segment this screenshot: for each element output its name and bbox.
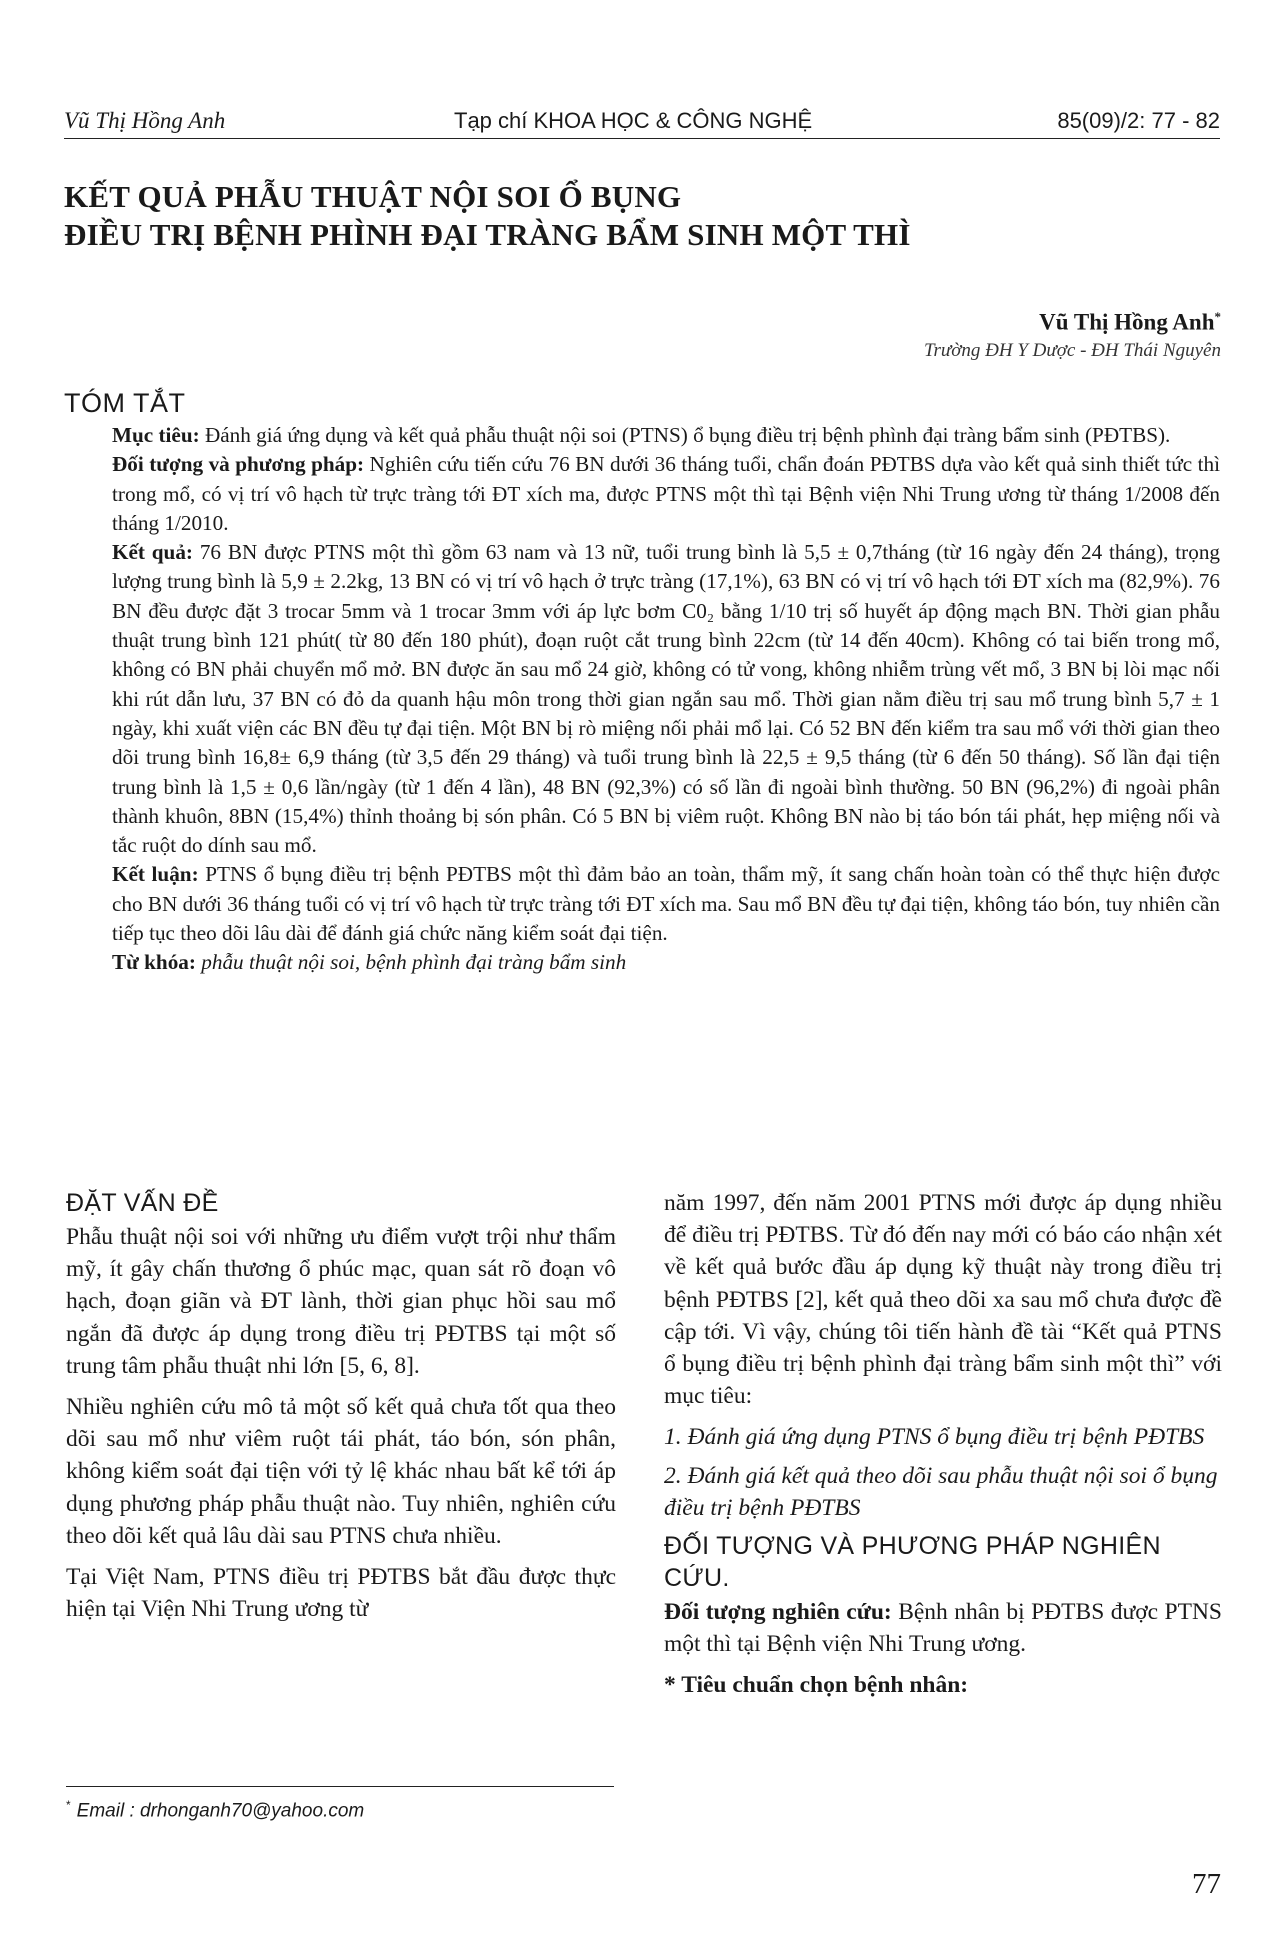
running-header — [64, 104, 1220, 139]
intro-paragraph-3: Tại Việt Nam, PTNS điều trị PĐTBS bắt đầu được thực hiện tại Viện Nhi Trung ương từ — [66, 1564, 616, 1623]
abstract-objective-text: Đánh giá ứng dụng và kết quả phẫu thuật nội soi (PTNS) ổ bụng điều trị bệnh phình đại tràng bẩm sinh (PĐTBS). — [199, 423, 1171, 447]
intro-paragraph-4: năm 1997, đến năm 2001 PTNS mới được áp dụng nhiều để điều trị PĐTBS. Từ đó đến nay mới có báo cáo nhận xét về kết quả bước đầu áp dụng kỹ thuật này trong điều trị bệnh PĐTBS [2], kết quả theo dõi xa sau mổ chưa được đề cập tới. Vì vậy, chúng tôi tiến hành đề tài “Kết quả PTNS ổ bụng điều trị bệnh phình đại tràng bẩm sinh một thì” với mục tiêu: — [664, 1190, 1222, 1410]
abstract-conclusion — [112, 860, 1220, 948]
abstract-results-text: 76 BN được PTNS một thì gồm 63 nam và 13 nữ, tuổi trung bình là 5,5 ± 0,7tháng (từ 16 ngày đến 24 tháng), trọng lượng trung bình là 5,9 ± 2.2kg, 13 BN có vị trí vô hạch ở trực tràng (17,1%), 63 BN có vị trí vô hạch tới ĐT xích ma (82,9%). 76 BN đều được đặt 3 trocar 5mm và 1 trocar 3mm với áp lực bơm C0₂ bằng 1/10 trị số huyết áp động mạch BN. Thời gian phẫu thuật trung bình 121 phút( từ 80 đến 180 phút), đoạn ruột cắt trung bình 22cm (từ 14 đến 40cm). Không có tai biến trong mổ, không có BN phải chuyển mổ mở. BN được ăn sau mổ 24 giờ, không có tử vong, không nhiễm trùng vết mổ, 3 BN bị lòi mạc nối khi rút dẫn lưu, 37 BN có đỏ da quanh hậu môn trong thời gian ngắn sau mổ. Thời gian nằm điều trị sau mổ trung bình 5,7 ± 1 ngày, khi xuất viện các BN đều tự đại tiện. Một BN bị rò miệng nối phải mổ lại. Có 52 BN đến kiểm tra sau mổ với thời gian theo dõi trung bình 16,8± 6,9 tháng (từ 3,5 đến 29 tháng) và tuổi trung bình là 22,5 ± 9,5 tháng (từ 6 đến 50 tháng). Số lần đại tiện trung bình là 1,5 ± 0,6 lần/ngày (từ 1 đến 4 lần), 48 BN (92,3%) có số lần đi ngoài bình thường. 50 BN (96,2%) đi ngoài phân thành khuôn, 8BN (15,4%) thỉnh thoảng bị són phân. Có 5 BN bị viêm ruột. Không BN nào bị táo bón tái phát, hẹp miệng nối và tắc ruột do dính sau mổ. — [112, 540, 1221, 858]
intro-paragraph-1: Phẫu thuật nội soi với những ưu điểm vượt trội như thẩm mỹ, ít gây chấn thương ổ phúc mạc, quan sát rõ đoạn vô hạch, đoạn giãn và ĐT lành, thời gian phục hồi sau mổ ngắn đã được áp dụng trong điều trị PĐTBS tại một số trung tâm phẫu thuật nhi lớn [5, 6, 8]. — [66, 1224, 616, 1379]
intro-paragraph-2: Nhiều nghiên cứu mô tả một số kết quả chưa tốt qua theo dõi sau mổ như viêm ruột tái phát, táo bón, són phân, không kiểm soát đại tiện với tỷ lệ khác nhau bất kể tới áp dụng phương pháp phẫu thuật nào. Tuy nhiên, nghiên cứu theo dõi kết quả lâu dài sau PTNS chưa nhiều. — [66, 1394, 616, 1549]
abstract-conclusion-text: PTNS ổ bụng điều trị bệnh PĐTBS một thì đảm bảo an toàn, thẩm mỹ, ít sang chấn hoàn toàn có thể thực hiện được cho BN dưới 36 tháng tuổi có vị trí vô hạch từ trực tràng tới ĐT xích ma. Sau mổ BN đều tự đại tiện, không táo bón, tuy nhiên cần tiếp tục theo dõi lâu dài để đánh giá chức năng kiểm soát đại tiện. — [112, 862, 1220, 946]
running-header-author: Vũ Thị Hồng Anh — [64, 108, 226, 133]
body-column-left — [66, 1187, 616, 1634]
abstract-objective-label: Mục tiêu: — [112, 423, 200, 447]
abstract-methods-text: Nghiên cứu tiến cứu 76 BN dưới 36 tháng tuổi, chẩn đoán PĐTBS dựa vào kết quả sinh thiết tức thì trong mổ, có vị trí vô hạch từ trực tràng tới ĐT xích ma, được PTNS một thì tại Bệnh viện Nhi Trung ương từ tháng 1/2008 đến tháng 1/2010. — [112, 452, 1220, 535]
abstract — [112, 421, 1220, 978]
author-name-line — [924, 302, 1221, 338]
paper-title-line-2: ĐIỀU TRỊ BỆNH PHÌNH ĐẠI TRÀNG BẨM SINH MỘT THÌ — [64, 217, 911, 252]
subjects-label: Đối tượng nghiên cứu: — [664, 1599, 892, 1626]
abstract-methods-label: Đối tượng và phương pháp: — [112, 452, 365, 477]
running-header-journal: Tạp chí KHOA HỌC & CÔNG NGHỆ — [454, 108, 813, 133]
abstract-methods — [112, 450, 1220, 538]
abstract-conclusion-label: Kết luận: — [112, 862, 199, 887]
footnote-divider — [66, 1786, 614, 1787]
abstract-keywords — [112, 948, 1220, 977]
abstract-keywords-label: Từ khóa: — [112, 950, 196, 975]
abstract-results — [112, 538, 1220, 860]
author-name: Vũ Thị Hồng Anh — [1039, 309, 1215, 335]
footnote-marker: * — [66, 1798, 71, 1812]
author-affiliation: Trường ĐH Y Dược - ĐH Thái Nguyên — [924, 339, 1221, 361]
footnote — [66, 1798, 364, 1822]
running-header-issue: 85(09)/2: 77 - 82 — [1057, 108, 1220, 133]
paper-title — [64, 178, 1214, 254]
abstract-heading: TÓM TẮT — [64, 388, 186, 418]
subjects-text: Bệnh nhân bị PĐTBS được PTNS một thì tại Bệnh viện Nhi Trung ương. — [664, 1599, 1222, 1658]
objective-2: 2. Đánh giá kết quả theo dõi sau phẫu thuật nội soi ổ bụng điều trị bệnh PĐTBS — [664, 1462, 1218, 1521]
abstract-objective — [112, 421, 1220, 450]
author-block — [924, 302, 1221, 364]
subjects-paragraph — [664, 1596, 1222, 1660]
footnote-email: Email : drhonganh70@yahoo.com — [76, 1800, 365, 1822]
objective-1: 1. Đánh giá ứng dụng PTNS ổ bụng điều trị bệnh PĐTBS — [664, 1424, 1205, 1451]
body-column-right — [664, 1187, 1222, 1711]
author-footnote-marker: * — [1214, 309, 1221, 324]
abstract-results-label: Kết quả: — [112, 540, 193, 565]
paper-title-line-1: KẾT QUẢ PHẪU THUẬT NỘI SOI Ổ BỤNG — [64, 179, 682, 214]
abstract-keywords-text: phẫu thuật nội soi, bệnh phình đại tràng bẩm sinh — [195, 950, 627, 975]
section-heading-methods: ĐỐI TƯỢNG VÀ PHƯƠNG PHÁP NGHIÊN CỨU. — [664, 1532, 1161, 1593]
selection-criteria-heading: * Tiêu chuẩn chọn bệnh nhân: — [664, 1672, 969, 1699]
page-number: 77 — [1192, 1868, 1221, 1900]
section-heading-introduction: ĐẶT VẤN ĐỀ — [66, 1189, 219, 1217]
